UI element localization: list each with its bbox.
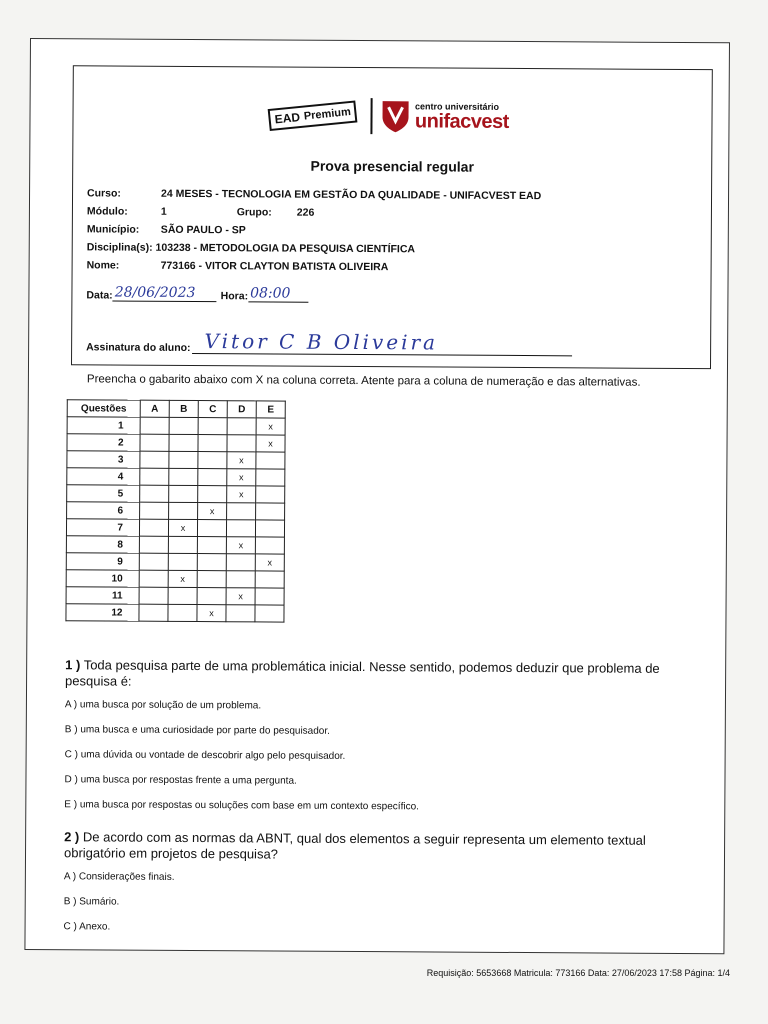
answer-grid-body	[66, 417, 285, 622]
modulo-label: Módulo:	[86, 205, 128, 218]
question-number-cell: 1	[67, 417, 140, 434]
disciplina-label: Disciplina(s):	[86, 241, 153, 254]
municipio-value: SÃO PAULO - SP	[160, 223, 246, 237]
answer-cell[interactable]	[169, 451, 198, 468]
answer-cell[interactable]	[198, 486, 227, 503]
exam-title: Prova presencial regular	[310, 157, 474, 175]
logo-divider	[371, 98, 373, 134]
date-time-row	[86, 284, 308, 302]
answer-cell[interactable]	[168, 587, 197, 604]
answer-cell[interactable]	[197, 537, 226, 554]
answer-cell[interactable]	[197, 520, 226, 537]
hora-label: Hora:	[220, 290, 249, 303]
answer-cell[interactable]	[169, 468, 198, 485]
answer-cell[interactable]: x	[227, 452, 256, 469]
nome-row	[87, 256, 541, 277]
answer-cell[interactable]	[226, 605, 255, 622]
answer-cell[interactable]	[139, 553, 168, 570]
question-number-cell: 11	[66, 587, 139, 604]
answer-option: C ) uma dúvida ou vontade de descobrir algo pelo pesquisador.	[64, 749, 346, 763]
question-number-cell: 2	[67, 434, 140, 451]
answer-cell[interactable]	[198, 452, 227, 469]
answer-cell[interactable]: x	[256, 435, 285, 452]
answer-cell[interactable]	[198, 418, 227, 435]
answer-cell[interactable]: x	[198, 503, 227, 520]
question-number: 1 )	[65, 657, 81, 673]
answer-cell[interactable]	[255, 588, 284, 605]
hora-value: 08:00	[248, 285, 308, 302]
ead-logo-text: EAD	[274, 110, 301, 127]
answer-grid	[65, 399, 285, 622]
answer-row	[67, 502, 285, 520]
answer-option: B ) uma busca e uma curiosidade por parte do pesquisador.	[64, 724, 330, 738]
answer-option: A ) Considerações finais.	[63, 871, 175, 884]
answer-cell[interactable]	[197, 554, 226, 571]
answer-cell[interactable]	[255, 537, 284, 554]
answer-cell[interactable]: x	[168, 570, 197, 587]
answer-cell[interactable]	[169, 502, 198, 519]
question-number-cell: 12	[66, 604, 139, 621]
answer-row	[67, 434, 285, 452]
question	[63, 829, 704, 943]
question-statement	[65, 657, 705, 692]
answer-cell[interactable]	[168, 553, 197, 570]
question-statement	[64, 829, 704, 864]
answer-cell[interactable]	[198, 435, 227, 452]
ead-premium-logo	[268, 100, 358, 131]
header-e: E	[256, 401, 285, 418]
question-text: De acordo com as normas da ABNT, qual dos elementos a seguir representa um elemento textual obrigatório em projetos de pesquisa?	[63, 829, 646, 862]
grupo-label: Grupo:	[236, 206, 272, 219]
answer-cell[interactable]	[197, 588, 226, 605]
grupo-value: 226	[296, 206, 315, 219]
answer-cell[interactable]	[139, 570, 168, 587]
curso-label: Curso:	[87, 187, 121, 200]
answer-cell[interactable]	[227, 503, 256, 520]
answer-row	[67, 451, 285, 469]
answer-option: C ) Anexo.	[63, 921, 111, 933]
answer-cell[interactable]	[227, 418, 256, 435]
answer-row	[66, 536, 284, 554]
answer-cell[interactable]	[140, 434, 169, 451]
answer-option: D ) uma busca por respostas frente a uma pergunta.	[64, 774, 297, 787]
signature-row	[86, 328, 573, 356]
ead-premium-text: Premium	[303, 105, 352, 123]
assinatura-label: Assinatura do aluno:	[86, 341, 191, 354]
exam-page	[24, 38, 730, 954]
unifacvest-small-text: centro universitário	[414, 100, 500, 112]
question-number-cell: 10	[66, 570, 139, 587]
answer-cell[interactable]	[139, 536, 168, 553]
answer-cell[interactable]	[169, 434, 198, 451]
answer-row	[66, 553, 284, 571]
unifacvest-shield-icon	[381, 99, 411, 133]
answer-cell[interactable]	[256, 452, 285, 469]
answer-cell[interactable]	[140, 468, 169, 485]
question-number-cell: 8	[66, 536, 139, 553]
question-number: 2 )	[64, 829, 80, 845]
answer-cell[interactable]	[139, 604, 168, 621]
answer-cell[interactable]: x	[227, 469, 256, 486]
answer-cell[interactable]	[256, 503, 285, 520]
answer-cell[interactable]: x	[168, 519, 197, 536]
question-number-cell: 9	[66, 553, 139, 570]
answer-cell[interactable]	[168, 536, 197, 553]
header-b: B	[169, 400, 198, 417]
data-label: Data:	[86, 289, 113, 302]
header-a: A	[140, 400, 169, 417]
question-number-cell: 3	[67, 451, 140, 468]
nome-label: Nome:	[86, 259, 120, 272]
answer-cell[interactable]: x	[256, 418, 285, 435]
answer-row	[67, 468, 285, 486]
answer-cell[interactable]	[198, 469, 227, 486]
data-value: 28/06/2023	[113, 285, 217, 303]
question-number-cell: 7	[66, 519, 139, 536]
question	[64, 657, 705, 821]
student-info	[87, 184, 542, 277]
answer-cell[interactable]	[139, 587, 168, 604]
answer-cell[interactable]	[226, 554, 255, 571]
instructions: Preencha o gabarito abaixo com X na coluna correta. Atente para a coluna de numeração e das alternativas.	[86, 373, 641, 389]
answer-cell[interactable]	[139, 519, 168, 536]
answer-row	[67, 485, 285, 503]
answer-cell[interactable]	[256, 486, 285, 503]
disciplina-value: 103238 - METODOLOGIA DA PESQUISA CIENTÍFICA	[155, 241, 416, 256]
footer-meta: Requisição: 5653668 Matricula: 773166 Data: 27/06/2023 17:58 Página: 1/4	[426, 968, 730, 978]
answer-cell[interactable]	[140, 485, 169, 502]
unifacvest-logo	[415, 102, 509, 132]
modulo-value: 1	[160, 205, 167, 218]
answer-cell[interactable]	[169, 417, 198, 434]
answer-cell[interactable]	[255, 605, 284, 622]
answer-option: E ) uma busca por respostas ou soluções com base em um contexto específico.	[64, 799, 419, 813]
answer-row	[66, 587, 284, 605]
answer-cell[interactable]	[255, 571, 284, 588]
municipio-label: Município:	[86, 223, 140, 236]
signature: Vitor C B Oliveira	[193, 329, 573, 356]
answer-option: A ) uma busca por solução de um problema.	[64, 699, 262, 712]
answer-cell[interactable]: x	[255, 554, 284, 571]
header-c: C	[198, 401, 227, 418]
answer-row	[67, 417, 285, 435]
answer-grid-header	[67, 400, 285, 418]
answer-cell[interactable]	[140, 451, 169, 468]
answer-cell[interactable]	[169, 485, 198, 502]
header-questoes: Questões	[67, 400, 140, 417]
answer-cell[interactable]	[227, 435, 256, 452]
answer-row	[66, 604, 284, 622]
question-text: Toda pesquisa parte de uma problemática inicial. Nesse sentido, podemos deduzir que problema de pesquisa é:	[65, 657, 660, 689]
logos	[268, 95, 509, 136]
answer-row	[66, 570, 284, 588]
answer-cell[interactable]: x	[197, 605, 226, 622]
curso-value: 24 MESES - TECNOLOGIA EM GESTÃO DA QUALIDADE - UNIFACVEST EAD	[161, 187, 542, 203]
unifacvest-big-text: unifacvest	[414, 109, 509, 133]
header-box	[71, 65, 713, 369]
answer-cell[interactable]	[226, 571, 255, 588]
question-number-cell: 4	[67, 468, 140, 485]
answer-cell[interactable]	[140, 417, 169, 434]
answer-cell[interactable]: x	[226, 537, 255, 554]
answer-row	[66, 519, 284, 537]
header-d: D	[227, 401, 256, 418]
answer-cell[interactable]	[255, 520, 284, 537]
answer-option: B ) Sumário.	[63, 896, 120, 908]
answer-cell[interactable]	[168, 604, 197, 621]
answer-cell[interactable]	[226, 520, 255, 537]
answer-cell[interactable]: x	[226, 588, 255, 605]
question-number-cell: 6	[67, 502, 140, 519]
answer-cell[interactable]	[197, 571, 226, 588]
question-number-cell: 5	[67, 485, 140, 502]
answer-cell[interactable]	[140, 502, 169, 519]
nome-value: 773166 - VITOR CLAYTON BATISTA OLIVEIRA	[160, 259, 389, 274]
answer-cell[interactable]: x	[227, 486, 256, 503]
answer-cell[interactable]	[256, 469, 285, 486]
